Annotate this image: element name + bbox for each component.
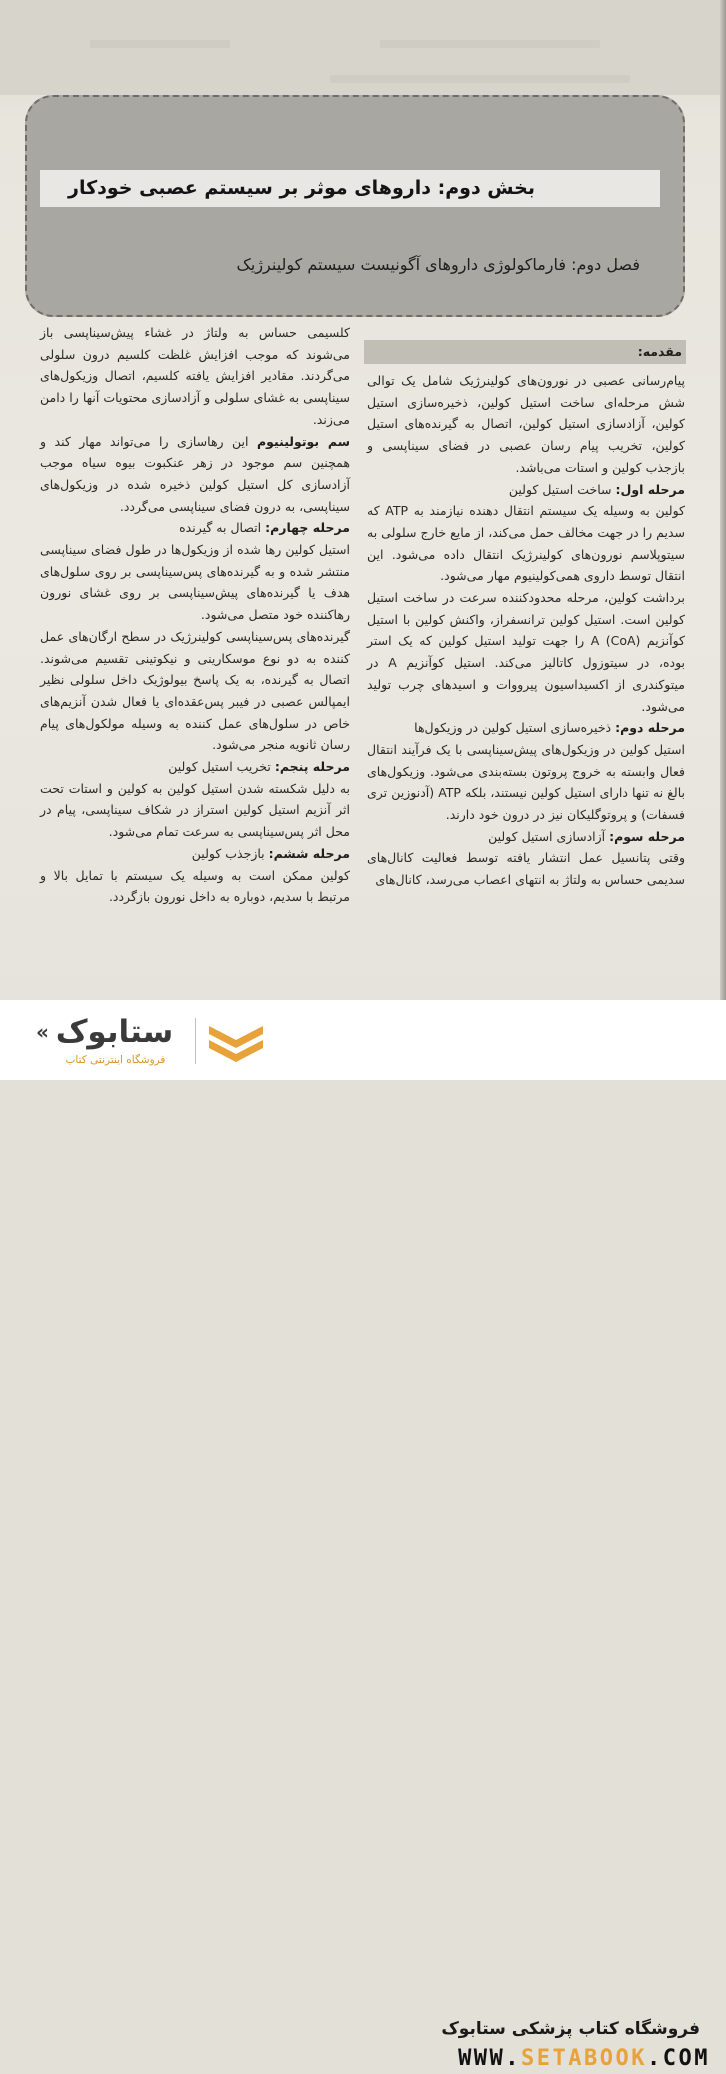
paragraph: کلسیمی حساس به ولتاژ در غشاء پیش‌سیناپسی باز می‌شوند که موجب افزایش غلظت کلسیم درون سلولی می‌گردند. مقادیر افزایش یافته کلسیم، اتصال وزیکول‌های سیناپسی به غشای سلولی و آزادسازی محتویات آنها را دامن می‌زند. <box>40 325 350 427</box>
book-logo-icon <box>205 1018 267 1064</box>
paragraph: مرحله ششم: بازجذب کولین <box>191 845 350 861</box>
header-bleed-line <box>330 75 630 83</box>
paragraph: استیل کولین رها شده از وزیکول‌ها در طول فضای سیناپسی منتشر شده و به گیرنده‌های پس‌سیناپسی بر روی سلول‌های هدف یا گیرنده‌های پیش‌سیناپسی بر روی غشای نورون رهاکننده خود متصل می‌شود. <box>40 542 350 623</box>
paragraph: گیرنده‌های پس‌سیناپسی کولینرژیک در سطح ارگان‌های عمل کننده به دو نوع موسکارینی و نیکوتینی تقسیم می‌شوند. اتصال به گیرنده، به یک پاسخ بیولوژیک داخل سلولی نظیر ایمپالس عصبی در فیبر پس‌عقده‌ای یا فعال شدن آنزیم‌های خاص در سلول‌های عمل کننده به وسیله مولکول‌های پیام رسان ثانویه منجر می‌شود. <box>40 628 350 753</box>
paragraph: کولین ممکن است به وسیله یک سیستم با تمایل بالا و مرتبط با سدیم، دوباره به داخل نورون بازگردد. <box>40 867 350 905</box>
page-edge <box>720 0 726 1000</box>
left-column <box>40 322 350 908</box>
store-url[interactable]: WWW.SETABOOK.COM <box>458 2046 710 2071</box>
right-column <box>367 370 685 891</box>
paragraph: وقتی پتانسیل عمل انتشار یافته توسط فعالیت کانال‌های سدیمی حساس به ولتاژ به انتهای اعصاب می‌رسد، کانال‌های <box>367 850 685 888</box>
chapter-title: فصل دوم: فارماکولوژی داروهای آگونیست سیستم کولینرژیک <box>236 255 640 274</box>
paragraph: به دلیل شکسته شدن استیل کولین به کولین و استات تحت اثر آنزیم استیل کولین استراز در شکاف سیناپسی، پیام در محل اثر پس‌سیناپسی به سرعت تمام می‌شود. <box>40 780 350 840</box>
part-title: بخش دوم: داروهای موثر بر سیستم عصبی خودکار <box>68 177 535 199</box>
double-chevron-icon: « <box>36 1020 49 1044</box>
paragraph: مرحله دوم: ذخیره‌سازی استیل کولین در وزیکول‌ها <box>414 720 685 736</box>
logo-divider <box>195 1018 196 1064</box>
logo-wordmark: ستابوک <box>55 1014 174 1050</box>
book-page <box>0 0 726 1000</box>
paragraph: سم بوتولینیوم این رهاسازی را می‌تواند مهار کند و همچنین سم موجود در زهر عنکبوت بیوه سیاه موجب آزادسازی کل استیل کولین ذخیره شده در وزیکول‌های سیناپسی، به درون فضای سیناپسی می‌گردد. <box>40 433 350 514</box>
paragraph: مرحله پنجم: تخریب استیل کولین <box>168 759 350 775</box>
paragraph: مرحله چهارم: اتصال به گیرنده <box>179 520 350 536</box>
paragraph: مرحله اول: ساخت استیل کولین <box>508 481 685 497</box>
paragraph: استیل کولین در وزیکول‌های پیش‌سیناپسی با یک فرآیند انتقال فعال وابسته به خروج پروتون بسته‌بندی می‌شود. وزیکول‌های بالغ نه تنها دارای استیل کولین نیستند، بلکه ATP (آدنوزین تری فسفات) و پروتوگلیکان نیز در درون خود دارند. <box>367 741 685 823</box>
paragraph: پیام‌رسانی عصبی در نورون‌های کولینرژیک شامل یک توالی شش مرحله‌ای ساخت استیل کولین، ذخیره‌سازی استیل کولین، آزادسازی استیل کولین، اتصال به گیرنده‌های استیل کولین، تخریب پیام رسان عصبی در فضای سیناپسی و بازجذب کولین و استات می‌باشد. <box>367 373 685 475</box>
header-bleed-line <box>380 40 600 48</box>
store-name: فروشگاه کتاب پزشکی ستابوک <box>441 2019 700 2039</box>
paragraph: کولین به وسیله یک سیستم انتقال دهنده نیازمند به ATP که سدیم را در جهت مخالف حمل می‌کند، از مایع خارج سلولی به سیتوپلاسم نورون‌های کولینرژیک انتقال داده می‌شود. این انتقال توسط داروی همی‌کولینیوم مهار می‌شود. <box>367 503 685 584</box>
intro-heading: مقدمه: <box>364 340 686 364</box>
header-bleed-line <box>90 40 230 48</box>
logo-tagline: فروشگاه اینترنتی کتاب <box>65 1054 166 1066</box>
paragraph: مرحله سوم: آزادسازی استیل کولین <box>488 828 685 844</box>
paragraph: برداشت کولین، مرحله محدودکننده سرعت در ساخت استیل کولین است. استیل کولین ترانسفراز، واکنش کولین با استیل کوآنزیم A (CoA) را جهت تولید استیل کولین که یک استر بوده، در سیتوزول کاتالیز می‌کند. استیل کوآنزیم A در میتوکندری از اکسیداسیون پیرووات و اسیدهای چرب تولید می‌شود. <box>367 590 686 714</box>
